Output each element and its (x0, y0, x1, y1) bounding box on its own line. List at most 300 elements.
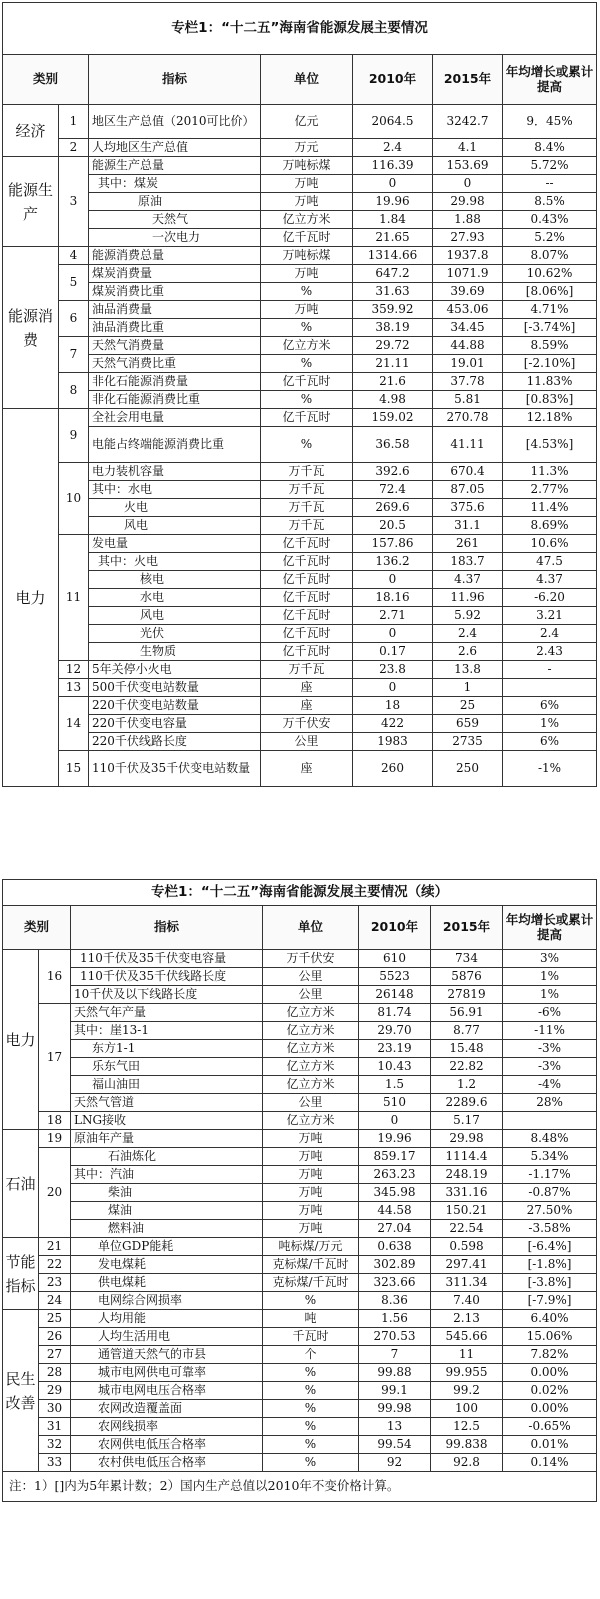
growth-cell: [-3.74%] (503, 319, 597, 337)
table-row (3, 265, 597, 283)
value-2015: 659 (433, 715, 503, 733)
value-2010: 263.23 (359, 1166, 431, 1184)
indicator-cell: 500千伏变电站数量 (89, 679, 261, 697)
unit-cell: 亿千瓦时 (261, 643, 353, 661)
value-2010: 7 (359, 1346, 431, 1364)
value-2010: 18 (353, 697, 433, 715)
unit-cell: 亿立方米 (263, 1058, 359, 1076)
table-row (3, 661, 597, 679)
header-row (3, 55, 597, 105)
row-number: 5 (59, 265, 89, 301)
table-row (3, 1292, 597, 1310)
value-2015: 27819 (431, 986, 503, 1004)
table-row (3, 193, 597, 211)
unit-cell: 万千瓦 (261, 481, 353, 499)
table1-body (3, 3, 597, 787)
unit-cell: 万吨 (261, 265, 353, 283)
value-2015: 5.17 (431, 1112, 503, 1130)
value-2010: 21.6 (353, 373, 433, 391)
indicator-cell: 其中：煤炭 (89, 175, 261, 193)
value-2010: 99.1 (359, 1382, 431, 1400)
indicator-cell: 东方1-1 (71, 1040, 263, 1058)
growth-cell: 0.00% (503, 1400, 597, 1418)
growth-cell: -0.65% (503, 1418, 597, 1436)
value-2010: 27.04 (359, 1220, 431, 1238)
value-2015: 2.4 (433, 625, 503, 643)
table-row (3, 463, 597, 481)
category-cell: 能源消费 (3, 247, 59, 409)
value-2015: 99.955 (431, 1364, 503, 1382)
unit-cell: 万千瓦 (261, 661, 353, 679)
value-2015: 545.66 (431, 1328, 503, 1346)
table-row (3, 679, 597, 697)
value-2015: 2289.6 (431, 1094, 503, 1112)
growth-cell: -4% (503, 1076, 597, 1094)
value-2015: 15.48 (431, 1040, 503, 1058)
unit-cell: 万吨 (263, 1184, 359, 1202)
value-2015: 734 (431, 950, 503, 968)
unit-cell: 万吨 (261, 175, 353, 193)
row-number: 22 (39, 1256, 71, 1274)
value-2010: 31.63 (353, 283, 433, 301)
growth-cell: 5.2% (503, 229, 597, 247)
row-number: 18 (39, 1112, 71, 1130)
value-2010: 647.2 (353, 265, 433, 283)
row-number: 21 (39, 1238, 71, 1256)
value-2015: 453.06 (433, 301, 503, 319)
indicator-cell: 城市电网电压合格率 (71, 1382, 263, 1400)
header-growth: 年均增长或累计提高 (503, 906, 597, 950)
title-row (3, 3, 597, 55)
table-row (3, 157, 597, 175)
value-2010: 99.54 (359, 1436, 431, 1454)
value-2015: 11 (431, 1346, 503, 1364)
growth-cell: 7.82% (503, 1346, 597, 1364)
unit-cell: 千瓦时 (263, 1328, 359, 1346)
unit-cell: % (261, 319, 353, 337)
header-unit: 单位 (263, 906, 359, 950)
growth-cell: 6% (503, 733, 597, 751)
row-number: 25 (39, 1310, 71, 1328)
growth-cell: 10.6% (503, 535, 597, 553)
value-2010: 859.17 (359, 1148, 431, 1166)
indicator-cell: 乐东气田 (71, 1058, 263, 1076)
row-number: 33 (39, 1454, 71, 1472)
growth-cell: -6% (503, 1004, 597, 1022)
growth-cell: [4.53%] (503, 427, 597, 463)
unit-cell: 公里 (261, 733, 353, 751)
value-2015: 44.88 (433, 337, 503, 355)
row-number: 19 (39, 1130, 71, 1148)
value-2010: 19.96 (353, 193, 433, 211)
indicator-cell: 其中：汽油 (71, 1166, 263, 1184)
unit-cell: 亿立方米 (261, 337, 353, 355)
row-number: 20 (39, 1148, 71, 1238)
value-2015: 1.2 (431, 1076, 503, 1094)
table-row (3, 105, 597, 139)
growth-cell: -3% (503, 1058, 597, 1076)
value-2010: 81.74 (359, 1004, 431, 1022)
title-row (3, 880, 597, 906)
value-2015: 1071.9 (433, 265, 503, 283)
value-2010: 20.5 (353, 517, 433, 535)
category-cell: 节能指标 (3, 1238, 39, 1310)
value-2015: 39.69 (433, 283, 503, 301)
unit-cell: 万吨 (263, 1148, 359, 1166)
value-2015: 37.78 (433, 373, 503, 391)
value-2015: 2.6 (433, 643, 503, 661)
value-2010: 1.56 (359, 1310, 431, 1328)
table-row (3, 715, 597, 733)
growth-cell: 5.72% (503, 157, 597, 175)
value-2010: 260 (353, 751, 433, 787)
table-row (3, 697, 597, 715)
value-2010: 38.19 (353, 319, 433, 337)
indicator-cell: 燃料油 (71, 1220, 263, 1238)
value-2010: 157.86 (353, 535, 433, 553)
value-2015: 375.6 (433, 499, 503, 517)
table-row (3, 1310, 597, 1328)
value-2010: 23.19 (359, 1040, 431, 1058)
table-row (3, 427, 597, 463)
value-2010: 19.96 (359, 1130, 431, 1148)
value-2015: 11.96 (433, 589, 503, 607)
unit-cell: 万吨 (263, 1202, 359, 1220)
growth-cell: 6% (503, 697, 597, 715)
table-row (3, 409, 597, 427)
table-row (3, 499, 597, 517)
indicator-cell: 电力装机容量 (89, 463, 261, 481)
value-2015: 12.5 (431, 1418, 503, 1436)
unit-cell: % (263, 1364, 359, 1382)
unit-cell: 亿立方米 (263, 1022, 359, 1040)
growth-cell: 8.5% (503, 193, 597, 211)
table-row (3, 139, 597, 157)
row-number: 13 (59, 679, 89, 697)
unit-cell: 亿立方米 (263, 1040, 359, 1058)
row-number: 23 (39, 1274, 71, 1292)
growth-cell: 5.34% (503, 1148, 597, 1166)
row-number: 29 (39, 1382, 71, 1400)
row-number: 26 (39, 1328, 71, 1346)
growth-cell: 1% (503, 968, 597, 986)
value-2015: 1114.4 (431, 1148, 503, 1166)
indicator-cell: 人均生活用电 (71, 1328, 263, 1346)
unit-cell: 万千瓦 (261, 517, 353, 535)
value-2015: 41.11 (433, 427, 503, 463)
growth-cell: 6.40% (503, 1310, 597, 1328)
value-2015: 34.45 (433, 319, 503, 337)
unit-cell: 亿千瓦时 (261, 373, 353, 391)
value-2015: 100 (431, 1400, 503, 1418)
indicator-cell: 农网供电低压合格率 (71, 1436, 263, 1454)
value-2010: 4.98 (353, 391, 433, 409)
table-row (3, 301, 597, 319)
value-2015: 270.78 (433, 409, 503, 427)
unit-cell: 吨标煤/万元 (263, 1238, 359, 1256)
value-2015: 1937.8 (433, 247, 503, 265)
value-2010: 2.4 (353, 139, 433, 157)
unit-cell: 亿立方米 (263, 1112, 359, 1130)
growth-cell: 12.18% (503, 409, 597, 427)
header-category: 类别 (3, 906, 71, 950)
value-2010: 302.89 (359, 1256, 431, 1274)
growth-cell: 9．45% (503, 105, 597, 139)
unit-cell: 公里 (263, 968, 359, 986)
growth-cell: 2.43 (503, 643, 597, 661)
unit-cell: 亿千瓦时 (261, 535, 353, 553)
growth-cell: 8.4% (503, 139, 597, 157)
unit-cell: 亿千瓦时 (261, 625, 353, 643)
unit-cell: 万千瓦 (261, 499, 353, 517)
value-2010: 26148 (359, 986, 431, 1004)
value-2015: 22.82 (431, 1058, 503, 1076)
table-row (3, 625, 597, 643)
growth-cell: [-7.9%] (503, 1292, 597, 1310)
indicator-cell: 生物质 (89, 643, 261, 661)
value-2010: 29.70 (359, 1022, 431, 1040)
indicator-cell: 风电 (89, 607, 261, 625)
growth-cell: [-1.8%] (503, 1256, 597, 1274)
indicator-cell: 油品消费比重 (89, 319, 261, 337)
unit-cell: 万吨 (263, 1130, 359, 1148)
unit-cell: 亿千瓦时 (261, 229, 353, 247)
row-number: 31 (39, 1418, 71, 1436)
table-row (3, 481, 597, 499)
unit-cell: % (263, 1418, 359, 1436)
value-2015: 27.93 (433, 229, 503, 247)
value-2010: 270.53 (359, 1328, 431, 1346)
indicator-cell: 电网综合网损率 (71, 1292, 263, 1310)
growth-cell: -1% (503, 751, 597, 787)
unit-cell: % (263, 1436, 359, 1454)
header-y2015: 2015年 (433, 55, 503, 105)
value-2010: 36.58 (353, 427, 433, 463)
table-row (3, 1022, 597, 1040)
value-2015: 1.88 (433, 211, 503, 229)
indicator-cell: 城市电网供电可靠率 (71, 1364, 263, 1382)
row-number: 15 (59, 751, 89, 787)
row-number: 8 (59, 373, 89, 409)
value-2010: 99.98 (359, 1400, 431, 1418)
indicator-cell: 火电 (89, 499, 261, 517)
indicator-cell: 天然气 (89, 211, 261, 229)
value-2015: 5.92 (433, 607, 503, 625)
row-number: 27 (39, 1346, 71, 1364)
row-number: 10 (59, 463, 89, 535)
growth-cell: - (503, 661, 597, 679)
indicator-cell: 风电 (89, 517, 261, 535)
indicator-cell: 非化石能源消费量 (89, 373, 261, 391)
note-row (3, 1472, 597, 1502)
unit-cell: 万元 (261, 139, 353, 157)
value-2010: 72.4 (353, 481, 433, 499)
growth-cell: [-6.4%] (503, 1238, 597, 1256)
indicator-cell: 能源消费总量 (89, 247, 261, 265)
unit-cell: 亿千瓦时 (261, 571, 353, 589)
indicator-cell: 5年关停小火电 (89, 661, 261, 679)
table-row (3, 175, 597, 193)
value-2010: 2.71 (353, 607, 433, 625)
table-row (3, 1454, 597, 1472)
table-note: 注：1）[]内为5年累计数；2）国内生产总值以2010年不变价格计算。 (3, 1472, 597, 1502)
row-number: 6 (59, 301, 89, 337)
unit-cell: 万千伏安 (263, 950, 359, 968)
unit-cell: % (263, 1454, 359, 1472)
unit-cell: % (263, 1382, 359, 1400)
table-row (3, 1382, 597, 1400)
table-row (3, 1418, 597, 1436)
table-row (3, 1004, 597, 1022)
indicator-cell: 110千伏及35千伏线路长度 (71, 968, 263, 986)
growth-cell: 11.3% (503, 463, 597, 481)
value-2010: 23.8 (353, 661, 433, 679)
unit-cell: 万千瓦 (261, 463, 353, 481)
indicator-cell: 其中：水电 (89, 481, 261, 499)
unit-cell: 座 (261, 751, 353, 787)
unit-cell: 座 (261, 679, 353, 697)
value-2010: 269.6 (353, 499, 433, 517)
value-2010: 92 (359, 1454, 431, 1472)
indicator-cell: 煤炭消费比重 (89, 283, 261, 301)
header-category: 类别 (3, 55, 89, 105)
growth-cell: -3.58% (503, 1220, 597, 1238)
growth-cell: 15.06% (503, 1328, 597, 1346)
unit-cell: 公里 (263, 986, 359, 1004)
value-2010: 345.98 (359, 1184, 431, 1202)
value-2010: 44.58 (359, 1202, 431, 1220)
indicator-cell: 光伏 (89, 625, 261, 643)
row-number: 7 (59, 337, 89, 373)
table-row (3, 229, 597, 247)
growth-cell: 3.21 (503, 607, 597, 625)
table-row (3, 1364, 597, 1382)
indicator-cell: 核电 (89, 571, 261, 589)
unit-cell: 亿元 (261, 105, 353, 139)
unit-cell: % (261, 427, 353, 463)
value-2015: 183.7 (433, 553, 503, 571)
table-row (3, 535, 597, 553)
growth-cell: 3% (503, 950, 597, 968)
value-2015: 153.69 (433, 157, 503, 175)
indicator-cell: 单位GDP能耗 (71, 1238, 263, 1256)
value-2015: 4.1 (433, 139, 503, 157)
value-2010: 13 (359, 1418, 431, 1436)
indicator-cell: 非化石能源消费比重 (89, 391, 261, 409)
table-row (3, 733, 597, 751)
value-2010: 10.43 (359, 1058, 431, 1076)
value-2010: 510 (359, 1094, 431, 1112)
table-row (3, 751, 597, 787)
row-number: 17 (39, 1004, 71, 1112)
value-2010: 116.39 (353, 157, 433, 175)
value-2010: 8.36 (359, 1292, 431, 1310)
growth-cell: -- (503, 175, 597, 193)
row-number: 16 (39, 950, 71, 1004)
indicator-cell: 煤炭消费量 (89, 265, 261, 283)
unit-cell: 万吨 (263, 1166, 359, 1184)
growth-cell: -3% (503, 1040, 597, 1058)
value-2015: 150.21 (431, 1202, 503, 1220)
value-2015: 13.8 (433, 661, 503, 679)
growth-cell: 2.77% (503, 481, 597, 499)
value-2015: 5.81 (433, 391, 503, 409)
table-row (3, 1274, 597, 1292)
category-cell: 石油 (3, 1130, 39, 1238)
value-2015: 56.91 (431, 1004, 503, 1022)
table-row (3, 1238, 597, 1256)
indicator-cell: 其中：崖13-1 (71, 1022, 263, 1040)
table-row (3, 1112, 597, 1130)
value-2010: 136.2 (353, 553, 433, 571)
row-number: 12 (59, 661, 89, 679)
unit-cell: 万吨 (263, 1220, 359, 1238)
row-number: 2 (59, 139, 89, 157)
growth-cell: 4.37 (503, 571, 597, 589)
table-row (3, 211, 597, 229)
growth-cell: 0.43% (503, 211, 597, 229)
indicator-cell: 地区生产总值（2010可比价） (89, 105, 261, 139)
indicator-cell: 人均用能 (71, 1310, 263, 1328)
value-2010: 18.16 (353, 589, 433, 607)
unit-cell: 万吨 (261, 193, 353, 211)
value-2015: 670.4 (433, 463, 503, 481)
table-row (3, 571, 597, 589)
value-2015: 92.8 (431, 1454, 503, 1472)
category-cell: 经济 (3, 105, 59, 157)
table-row (3, 950, 597, 968)
indicator-cell: 油品消费量 (89, 301, 261, 319)
value-2010: 0 (353, 175, 433, 193)
indicator-cell: 一次电力 (89, 229, 261, 247)
growth-cell: 27.50% (503, 1202, 597, 1220)
unit-cell: % (263, 1400, 359, 1418)
value-2015: 250 (433, 751, 503, 787)
growth-cell: 28% (503, 1094, 597, 1112)
table-row (3, 283, 597, 301)
value-2010: 323.66 (359, 1274, 431, 1292)
value-2010: 1983 (353, 733, 433, 751)
table-row (3, 1094, 597, 1112)
indicator-cell: 天然气消费比重 (89, 355, 261, 373)
table-row (3, 1076, 597, 1094)
value-2010: 159.02 (353, 409, 433, 427)
indicator-cell: 220千伏变电站数量 (89, 697, 261, 715)
indicator-cell: 发电煤耗 (71, 1256, 263, 1274)
indicator-cell: 发电量 (89, 535, 261, 553)
growth-cell: 8.48% (503, 1130, 597, 1148)
row-number: 3 (59, 157, 89, 247)
growth-cell: 47.5 (503, 553, 597, 571)
indicator-cell: 石油炼化 (71, 1148, 263, 1166)
value-2015: 0 (433, 175, 503, 193)
indicator-cell: 110千伏及35千伏变电容量 (71, 950, 263, 968)
unit-cell: 克标煤/千瓦时 (263, 1274, 359, 1292)
value-2010: 5523 (359, 968, 431, 986)
indicator-cell: 电能占终端能源消费比重 (89, 427, 261, 463)
growth-cell: 0.14% (503, 1454, 597, 1472)
header-growth: 年均增长或累计提高 (503, 55, 597, 105)
value-2010: 1.84 (353, 211, 433, 229)
table-row (3, 1400, 597, 1418)
value-2015: 2.13 (431, 1310, 503, 1328)
indicator-cell: 能源生产总量 (89, 157, 261, 175)
row-number: 4 (59, 247, 89, 265)
unit-cell: 亿立方米 (261, 211, 353, 229)
table-row (3, 968, 597, 986)
value-2010: 0 (353, 679, 433, 697)
unit-cell: % (261, 391, 353, 409)
